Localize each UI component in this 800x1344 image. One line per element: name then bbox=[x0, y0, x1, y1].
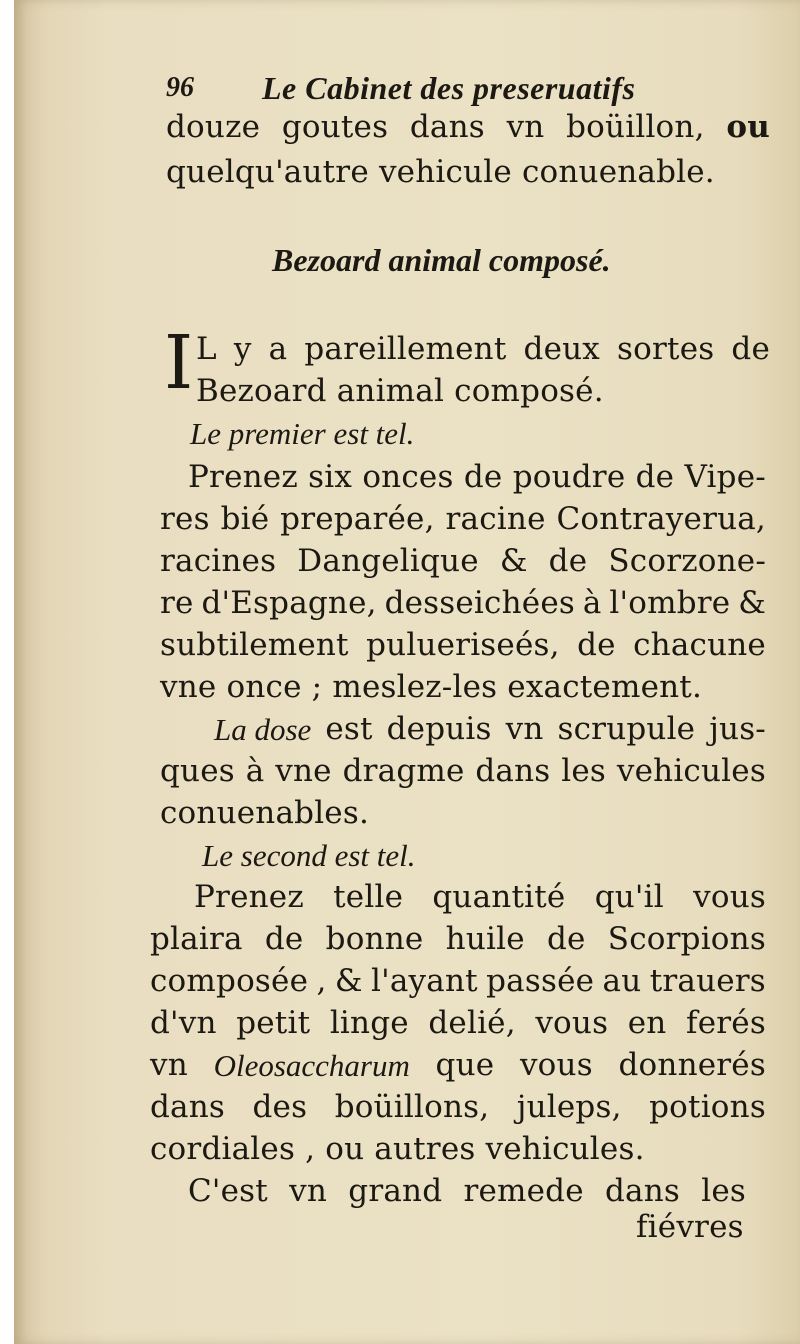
text-line: Prenez telle quantité qu'il vous bbox=[194, 879, 766, 915]
section-title: Bezoard animal composé. bbox=[272, 242, 611, 278]
subheading-premier: Le premier est tel. bbox=[190, 416, 415, 451]
text-line: subtilement pulueriseés, de chacune bbox=[160, 627, 766, 663]
text-line: vne once ; meslez-les exactement. bbox=[160, 669, 703, 705]
text-line: vn Oleosaccharum que vous donnerés bbox=[150, 1047, 766, 1083]
page-number: 96 bbox=[166, 72, 194, 103]
text-line: La dose est depuis vn scrupule jus- bbox=[214, 711, 766, 747]
text-line: conuenables. bbox=[160, 795, 370, 831]
text-line: Prenez six onces de poudre de Vipe- bbox=[188, 459, 766, 495]
text-line: ques à vne dragme dans les vehicules bbox=[160, 753, 766, 789]
text-line: plaira de bonne huile de Scorpions bbox=[150, 921, 766, 957]
text-line: composée , & l'ayant passée au trauers bbox=[150, 963, 766, 999]
dose-label: La dose bbox=[214, 712, 312, 747]
text-line: Bezoard animal composé. bbox=[196, 373, 604, 409]
text-line: cordiales , ou autres vehicules. bbox=[150, 1131, 645, 1167]
text-line: dans des boüillons, juleps, potions bbox=[150, 1089, 766, 1125]
oleosaccharum-word: Oleosaccharum bbox=[213, 1048, 410, 1083]
catchword: fiévres bbox=[636, 1209, 744, 1245]
text-line: res bié preparée, racine Contrayerua, bbox=[160, 501, 766, 537]
text-line: quelqu'autre vehicule conuenable. bbox=[166, 154, 715, 190]
subheading-second: Le second est tel. bbox=[202, 838, 416, 873]
text-line: C'est vn grand remede dans les bbox=[188, 1173, 746, 1209]
text-line: racines Dangelique & de Scorzone- bbox=[160, 543, 766, 579]
text-line: d'vn petit linge delié, vous en ferés bbox=[150, 1005, 766, 1041]
drop-cap: I bbox=[164, 320, 194, 406]
text-line: douze goutes dans vn boüillon, ou bbox=[166, 109, 770, 145]
text-line: L y a pareillement deux sortes de bbox=[196, 331, 770, 367]
running-title: Le Cabinet des preseruatifs bbox=[262, 70, 636, 106]
text-line: re d'Espagne, desseichées à l'ombre & bbox=[160, 585, 766, 621]
